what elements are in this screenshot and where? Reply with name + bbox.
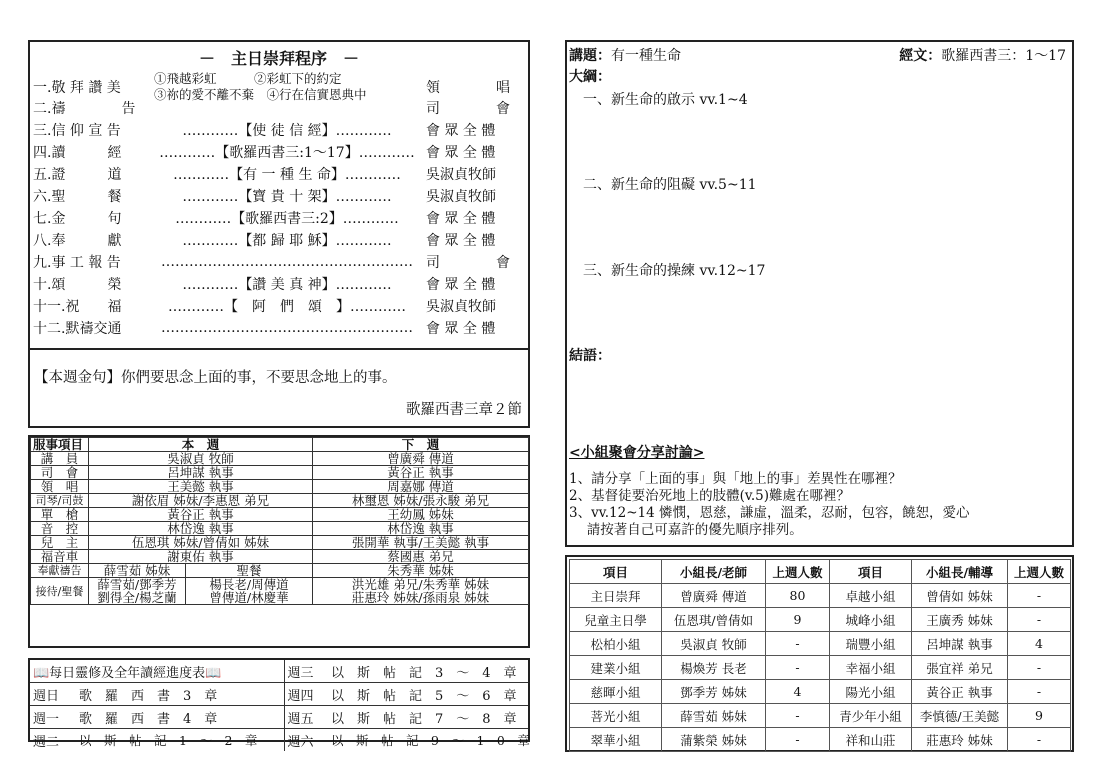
group-cell: 蒲紫榮 姊妹: [662, 728, 766, 752]
groups-header: 項目: [570, 560, 662, 584]
discussion-line-1: 1、請分享「上面的事」與「地上的事」差異性在哪裡？: [569, 471, 902, 487]
roster-role: 領 唱: [31, 480, 89, 494]
sermon-scripture-label: 經文：: [899, 48, 942, 64]
table-row: [31, 578, 529, 605]
roster-this-week: 黃谷正 執事: [89, 508, 313, 522]
praise-label: 一.敬 拜 讚 美: [33, 80, 121, 96]
roster-this-week: 呂坤謀 執事: [89, 466, 313, 480]
service-item-middle: …………【寶 貴 十 架】…………: [182, 189, 392, 205]
roster-usher-b1: 楊長老/周傳道: [209, 577, 289, 592]
bible-reading-title: 📖每日靈修及全年讀經進度表📖: [33, 665, 222, 681]
group-cell: 伍恩琪/曾倩如: [662, 608, 766, 632]
group-cell: -: [766, 656, 830, 680]
roster-role: 音 控: [31, 522, 89, 536]
roster-role: 接待/聖餐: [31, 578, 89, 605]
roster-role: 司琴/司鼓: [31, 494, 89, 508]
service-item-by: 會 眾 全 體: [426, 233, 496, 249]
roster-next-week: 周嘉娜 傳道: [313, 480, 529, 494]
group-cell: 李慎德/王美懿: [912, 704, 1008, 728]
service-item-by: 會 眾 全 體: [426, 123, 496, 139]
roster-role: 奉獻禱告: [31, 564, 89, 578]
group-cell: 兒童主日學: [570, 608, 662, 632]
roster-next-week: 張開華 執事/王美懿 執事: [313, 536, 529, 550]
roster-usher-next-2: 莊惠玲 姊妹/孫雨泉 姊妹: [351, 590, 490, 605]
roster-usher-next-week: [313, 578, 529, 605]
roster-box: [28, 435, 530, 648]
table-row: [30, 706, 528, 729]
service-item-10: [33, 274, 495, 294]
roster-this-week: 謝東佑 執事: [89, 550, 313, 564]
roster-next-week: 林璽恩 姊妹/張永駿 弟兄: [313, 494, 529, 508]
sermon-conclusion-label: 結語：: [569, 348, 611, 364]
praise-songs-line1: ①飛越彩虹 ②彩虹下的約定: [154, 71, 342, 86]
order-of-service-title: － 主日崇拜程序 －: [198, 49, 359, 68]
roster-next-week: 王幼鳳 姊妹: [313, 508, 529, 522]
service-item-by: 吳淑貞牧師: [426, 189, 496, 205]
service-item-label: 七.金 句: [33, 211, 122, 227]
table-row: [570, 608, 1071, 632]
groups-header: 上週人數: [766, 560, 830, 584]
table-row: [570, 680, 1071, 704]
discussion-title: <小組聚會分享討論>: [569, 445, 705, 461]
group-cell: 瑞豐小組: [830, 632, 912, 656]
group-cell: 薛雪茹 姊妹: [662, 704, 766, 728]
table-row: [31, 452, 529, 466]
group-cell: -: [766, 728, 830, 752]
roster-usher-a1: 薛雪茹/鄧季芳: [97, 577, 177, 592]
service-item-middle: …………【使 徒 信 經】…………: [182, 123, 392, 139]
roster-offering-this-week: [89, 564, 313, 578]
roster-offering-a: 薛雪茹 姊妹: [103, 563, 171, 578]
divider: [30, 348, 528, 350]
sermon-topic-line: [569, 45, 681, 65]
service-item-by: 會 眾 全 體: [426, 145, 496, 161]
roster-usher-a2: 劉得全/楊芝蘭: [97, 590, 177, 605]
groups-header: 小組長/老師: [662, 560, 766, 584]
groups-header-row: [570, 560, 1071, 584]
reading-day: 週二: [30, 729, 76, 752]
group-cell: 陽光小組: [830, 680, 912, 704]
table-row: [570, 728, 1071, 752]
group-cell: 翠華小組: [570, 728, 662, 752]
roster-header: 服事項目: [31, 438, 89, 452]
group-cell: 祥和山莊: [830, 728, 912, 752]
group-cell: -: [766, 632, 830, 656]
sermon-topic: 有一種生命: [611, 48, 681, 64]
roster-next-week: 蔡國惠 弟兄: [313, 550, 529, 564]
group-cell: -: [766, 704, 830, 728]
sermon-outline-label: 大綱：: [569, 69, 611, 85]
service-item-label: 四.讀 經: [33, 145, 122, 161]
roster-role: 福音車: [31, 550, 89, 564]
groups-header: 上週人數: [1008, 560, 1071, 584]
group-cell: 卓越小組: [830, 584, 912, 608]
roster-role: 單 槍: [31, 508, 89, 522]
groups-table: [569, 559, 1071, 752]
table-row: [31, 564, 529, 578]
bible-reading-table: [30, 660, 528, 751]
table-row: [570, 584, 1071, 608]
service-item-12: [33, 318, 495, 338]
group-cell: -: [1008, 584, 1071, 608]
service-item-by: 吳淑貞牧師: [426, 299, 496, 315]
service-item-middle: …………【歌羅西書三:1～17】…………: [159, 145, 415, 161]
service-item-middle: ………………………………………………: [161, 254, 413, 270]
reading-day: 週四: [284, 683, 328, 706]
service-item-label: 十.頌 榮: [33, 277, 122, 293]
golden-verse-ref: 歌羅西書三章２節: [406, 402, 522, 418]
reading-day: 週一: [30, 706, 76, 729]
service-item-3: [33, 120, 495, 140]
service-item-label: 八.奉 獻: [33, 233, 122, 249]
service-item-by: 會 眾 全 體: [426, 321, 496, 337]
reading-book: 以 斯 帖 記 7 ～ 8 章: [328, 706, 528, 729]
group-cell: 松柏小組: [570, 632, 662, 656]
reading-book: 以 斯 帖 記 5 ～ 6 章: [328, 683, 528, 706]
roster-role: 司 會: [31, 466, 89, 480]
group-cell: -: [1008, 680, 1071, 704]
reading-day: 週六: [284, 729, 328, 752]
group-cell: 幸福小組: [830, 656, 912, 680]
roster-this-week: 吳淑貞 牧師: [89, 452, 313, 466]
service-item-by: 吳淑貞牧師: [426, 167, 496, 183]
service-item-4: [33, 142, 495, 162]
service-item-label: 十二.默禱交通: [33, 321, 122, 337]
reading-book: 歌 羅 西 書 4 章: [76, 706, 284, 729]
prayer-label: 二.禱 告: [33, 101, 136, 117]
roster-next-week: 曾廣舜 傳道: [313, 452, 529, 466]
group-cell: 曾廣舜 傳道: [662, 584, 766, 608]
service-item-middle: ………………………………………………: [161, 320, 413, 336]
group-cell: 王廣秀 姊妹: [912, 608, 1008, 632]
table-row: [31, 522, 529, 536]
service-item-9: [33, 252, 510, 272]
roster-this-week: 謝依眉 姊妹/李惠恩 弟兄: [89, 494, 313, 508]
roster-next-week: 林岱逸 執事: [313, 522, 529, 536]
praise-songs-line2: ③祢的愛不離不棄 ④行在信實恩典中: [154, 87, 367, 102]
reading-day: 週三: [284, 660, 328, 683]
group-cell: -: [1008, 728, 1071, 752]
service-item-middle: …………【有 一 種 生 命】…………: [173, 167, 401, 183]
table-row: [31, 480, 529, 494]
order-of-service-box: [28, 40, 530, 428]
group-cell: 吳淑貞 牧師: [662, 632, 766, 656]
discussion-line-4: 請按著自己可嘉許的優先順序排列。: [569, 522, 803, 538]
table-row: [31, 508, 529, 522]
table-row: [570, 704, 1071, 728]
group-cell: 曾倩如 姊妹: [912, 584, 1008, 608]
table-row: [31, 494, 529, 508]
group-cell: 慈暉小組: [570, 680, 662, 704]
roster-this-week: 伍恩琪 姊妹/曾倩如 姊妹: [89, 536, 313, 550]
service-item-by: 會 眾 全 體: [426, 211, 496, 227]
roster-role: 兒 主: [31, 536, 89, 550]
table-row: [31, 550, 529, 564]
service-item-7: [33, 208, 495, 228]
reading-book: 歌 羅 西 書 3 章: [76, 683, 284, 706]
table-row: [570, 656, 1071, 680]
reading-book: 以 斯 帖 記 9 ～ 1 0 章: [328, 729, 528, 752]
service-item-label: 六.聖 餐: [33, 189, 122, 205]
sermon-point-2: 二、新生命的阻礙 vv.5~11: [583, 177, 757, 193]
discussion-line-3: 3、vv.12~14 憐憫，恩慈，謙虛，溫柔，忍耐，包容，饒恕，愛心: [569, 505, 970, 521]
table-row: [31, 536, 529, 550]
roster-header: 下 週: [313, 438, 529, 452]
service-item-label: 三.信 仰 宣 告: [33, 123, 121, 139]
reading-book: 以 斯 帖 記 3 ～ 4 章: [331, 665, 517, 681]
group-cell: 9: [766, 608, 830, 632]
service-item-8: [33, 230, 495, 250]
reading-book: 以 斯 帖 記 1 ～ 2 章: [76, 729, 284, 752]
group-cell: 4: [766, 680, 830, 704]
table-row: [30, 683, 528, 706]
service-item-6: [33, 186, 496, 206]
group-cell: 城峰小組: [830, 608, 912, 632]
group-cell: 黃谷正 執事: [912, 680, 1008, 704]
roster-offering-b: 聖餐: [185, 564, 312, 577]
service-item-middle: …………【 阿 們 頌 】…………: [168, 299, 406, 315]
group-cell: 9: [1008, 704, 1071, 728]
roster-usher-this-week: [89, 578, 313, 605]
bible-reading-box: [28, 658, 530, 750]
group-cell: 主日崇拜: [570, 584, 662, 608]
table-row: [30, 660, 528, 683]
discussion-line-2: 2、基督徒要治死地上的肢體(v.5)難處在哪裡？: [569, 488, 851, 504]
group-cell: -: [1008, 656, 1071, 680]
sermon-scripture-line: [899, 45, 1066, 65]
golden-verse: 【本週金句】你們要思念上面的事，不要思念地上的事。: [34, 370, 397, 386]
sermon-point-3: 三、新生命的操練 vv.12~17: [583, 263, 766, 279]
roster-role: 講 員: [31, 452, 89, 466]
service-item-label: 五.證 道: [33, 167, 122, 183]
prayer-by: 司 會: [426, 101, 510, 117]
group-cell: 楊煥芳 長老: [662, 656, 766, 680]
groups-box: [565, 555, 1074, 752]
roster-next-week: 黃谷正 執事: [313, 466, 529, 480]
reading-day: 週五: [284, 706, 328, 729]
group-cell: 建業小組: [570, 656, 662, 680]
table-row: [570, 632, 1071, 656]
roster-next-week: 朱秀華 姊妹: [313, 564, 529, 578]
table-row: [30, 729, 528, 752]
groups-header: 小組長/輔導: [912, 560, 1008, 584]
group-cell: 4: [1008, 632, 1071, 656]
service-item-middle: …………【讚 美 真 神】…………: [182, 277, 392, 293]
sermon-scripture: 歌羅西書三：1～17: [941, 48, 1066, 64]
sermon-point-1: 一、新生命的啟示 vv.1~4: [583, 92, 748, 108]
group-cell: -: [1008, 608, 1071, 632]
service-item-middle: …………【都 歸 耶 穌】…………: [182, 233, 392, 249]
roster-usher-b2: 曾傳道/林慶華: [209, 590, 289, 605]
groups-header: 項目: [830, 560, 912, 584]
sermon-topic-label: 講題：: [569, 48, 611, 64]
group-cell: 呂坤謀 執事: [912, 632, 1008, 656]
roster-usher-next-1: 洪光雄 弟兄/朱秀華 姊妹: [351, 577, 490, 592]
roster-header: 本 週: [89, 438, 313, 452]
table-row: [31, 466, 529, 480]
roster-this-week: 林岱逸 執事: [89, 522, 313, 536]
group-cell: 青少年小組: [830, 704, 912, 728]
service-item-label: 十一.祝 福: [33, 299, 122, 315]
reading-day: 週日: [30, 683, 76, 706]
service-item-by: 司 會: [426, 255, 510, 271]
roster-header-row: [31, 438, 529, 452]
service-item-5: [33, 164, 496, 184]
group-cell: 張宜祥 弟兄: [912, 656, 1008, 680]
service-item-by: 會 眾 全 體: [426, 277, 496, 293]
service-item-11: [33, 296, 496, 316]
roster-table: [30, 437, 529, 605]
service-item-label: 九.事 工 報 告: [33, 255, 121, 271]
sermon-box: [565, 40, 1074, 547]
group-cell: 鄧季芳 姊妹: [662, 680, 766, 704]
group-cell: 菩光小組: [570, 704, 662, 728]
praise-leader: 領 唱: [426, 80, 510, 96]
group-cell: 莊惠玲 姊妹: [912, 728, 1008, 752]
group-cell: 80: [766, 584, 830, 608]
service-item-middle: …………【歌羅西書三:2】…………: [175, 211, 399, 227]
roster-this-week: 王美懿 執事: [89, 480, 313, 494]
